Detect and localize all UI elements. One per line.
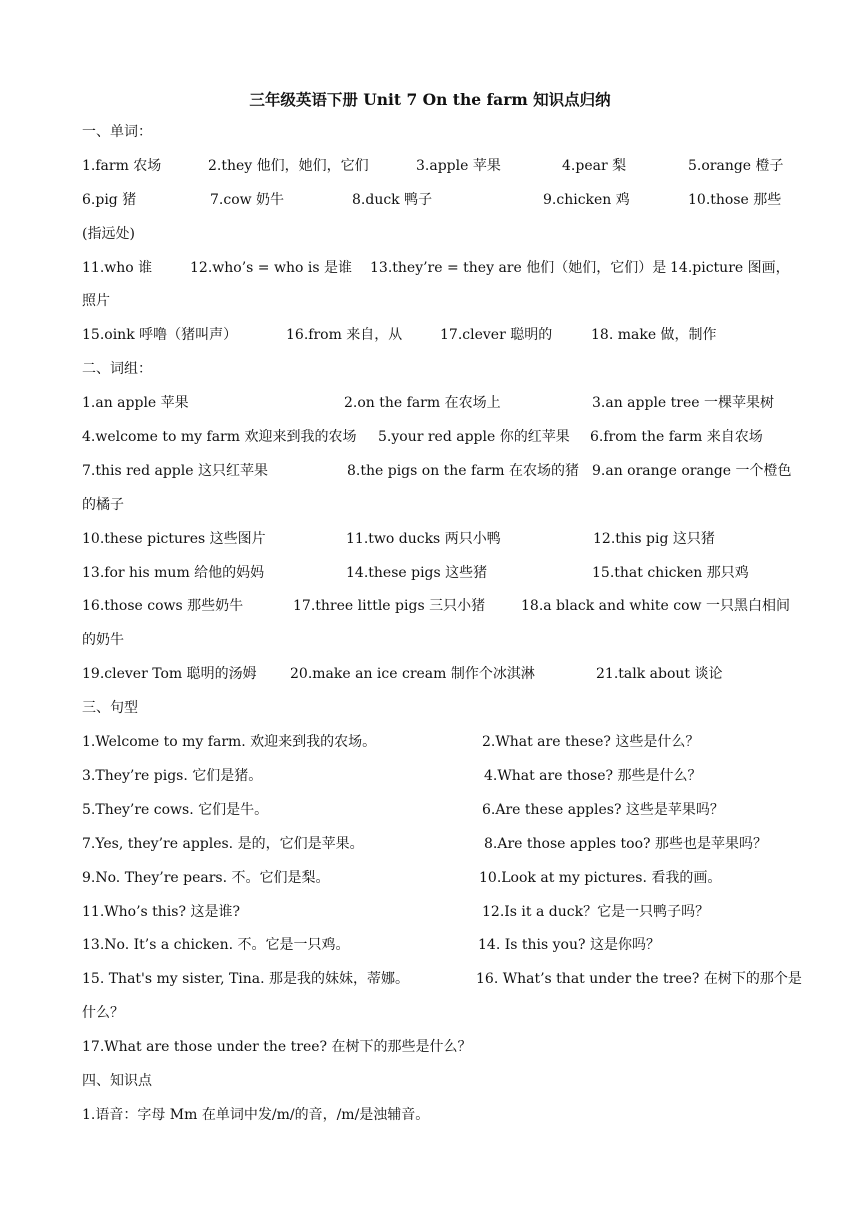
- phrase-item-continued: 的奶牛: [82, 632, 124, 648]
- sentence-item: 6.Are these apples? 这些是苹果吗？: [482, 802, 724, 818]
- section-heading-sentences: 三、句型: [82, 700, 138, 716]
- vocab-item: 11.who 谁: [82, 260, 153, 276]
- sentence-item: 12.Is it a duck？它是一只鸭子吗？: [482, 904, 710, 920]
- phrase-item: 18.a black and white cow 一只黑白相间: [521, 598, 790, 614]
- phrase-item: 12.this pig 这只猪: [593, 531, 715, 547]
- phrase-item: 19.clever Tom 聪明的汤姆: [82, 666, 257, 682]
- phrase-item: 11.two ducks 两只小鸭: [346, 531, 501, 547]
- page-title: 三年级英语下册 Unit 7 On the farm 知识点归纳: [249, 90, 611, 109]
- phrase-item: 14.these pigs 这些猪: [346, 565, 488, 581]
- sentence-item: 15. That's my sister, Tina. 那是我的妹妹，蒂娜。: [82, 971, 410, 987]
- sentence-item: 4.What are those? 那些是什么？: [484, 768, 702, 784]
- phrase-item: 4.welcome to my farm 欢迎来到我的农场: [82, 429, 357, 445]
- sentence-item: 16. What’s that under the tree? 在树下的那个是: [476, 971, 802, 987]
- vocab-item: 14.picture 图画，: [670, 260, 790, 276]
- vocab-item: 17.clever 聪明的: [440, 327, 553, 343]
- section-heading-knowledge: 四、知识点: [82, 1073, 152, 1089]
- phrase-item: 8.the pigs on the farm 在农场的猪: [347, 463, 579, 479]
- phrase-item: 2.on the farm 在农场上: [344, 395, 501, 411]
- phrase-item: 3.an apple tree 一棵苹果树: [592, 395, 774, 411]
- phrase-item: 10.these pictures 这些图片: [82, 531, 266, 547]
- phrase-item: 6.from the farm 来自农场: [590, 429, 763, 445]
- sentence-item: 3.They’re pigs. 它们是猪。: [82, 768, 263, 784]
- vocab-item: 10.those 那些: [688, 192, 782, 208]
- phrase-item: 7.this red apple 这只红苹果: [82, 463, 268, 479]
- sentence-item: 11.Who’s this? 这是谁?: [82, 904, 240, 920]
- sentence-item: 5.They’re cows. 它们是牛。: [82, 802, 269, 818]
- sentence-item: 10.Look at my pictures. 看我的画。: [479, 870, 722, 886]
- phrase-item: 21.talk about 谈论: [596, 666, 723, 682]
- vocab-item: 9.chicken 鸡: [543, 192, 630, 208]
- sentence-item-continued: 什么？: [82, 1005, 124, 1021]
- sentence-item: 13.No. It’s a chicken. 不。它是一只鸡。: [82, 937, 350, 953]
- vocab-item: 16.from 来自，从: [286, 327, 403, 343]
- phrase-item: 5.your red apple 你的红苹果: [378, 429, 570, 445]
- sentence-item: 17.What are those under the tree? 在树下的那些是什么？: [82, 1039, 472, 1055]
- vocab-item: 12.who’s = who is 是谁: [190, 260, 352, 276]
- phrase-item: 20.make an ice cream 制作个冰淇淋: [290, 666, 535, 682]
- phrase-item: 17.three little pigs 三只小猪: [293, 598, 486, 614]
- vocab-item: 8.duck 鸭子: [352, 192, 433, 208]
- vocab-item: 5.orange 橙子: [688, 158, 784, 174]
- vocab-item: 2.they 他们，她们，它们: [208, 158, 369, 174]
- vocab-item: 1.farm 农场: [82, 158, 162, 174]
- section-heading-vocab: 一、单词：: [82, 124, 152, 140]
- sentence-item: 7.Yes, they’re apples. 是的，它们是苹果。: [82, 836, 364, 852]
- phrase-item: 1.an apple 苹果: [82, 395, 189, 411]
- knowledge-item: 1.语音：字母 Mm 在单词中发/m/的音，/m/是浊辅音。: [82, 1107, 430, 1123]
- sentence-item: 14. Is this you? 这是你吗？: [478, 937, 660, 953]
- sentence-item: 9.No. They’re pears. 不。它们是梨。: [82, 870, 330, 886]
- phrase-item: 16.those cows 那些奶牛: [82, 598, 244, 614]
- vocab-item: 18. make 做，制作: [591, 327, 717, 343]
- phrase-item: 15.that chicken 那只鸡: [592, 565, 749, 581]
- vocab-item: 13.they’re = they are 他们（她们，它们）是: [370, 260, 667, 276]
- vocab-item-continued: 照片: [82, 293, 110, 309]
- phrase-item: 13.for his mum 给他的妈妈: [82, 565, 265, 581]
- sentence-item: 2.What are these? 这些是什么？: [482, 734, 700, 750]
- sentence-item: 8.Are those apples too? 那些也是苹果吗？: [484, 836, 767, 852]
- phrase-item-continued: 的橘子: [82, 497, 124, 513]
- phrase-item: 9.an orange orange 一个橙色: [592, 463, 792, 479]
- vocab-item: 4.pear 梨: [562, 158, 627, 174]
- sentence-item: 1.Welcome to my farm. 欢迎来到我的农场。: [82, 734, 377, 750]
- vocab-item: 6.pig 猪: [82, 192, 137, 208]
- vocab-item: 7.cow 奶牛: [210, 192, 285, 208]
- vocab-item-continued: (指远处): [82, 226, 135, 242]
- vocab-item: 15.oink 呼噜（猪叫声）: [82, 327, 238, 343]
- section-heading-phrases: 二、词组：: [82, 361, 152, 377]
- vocab-item: 3.apple 苹果: [416, 158, 501, 174]
